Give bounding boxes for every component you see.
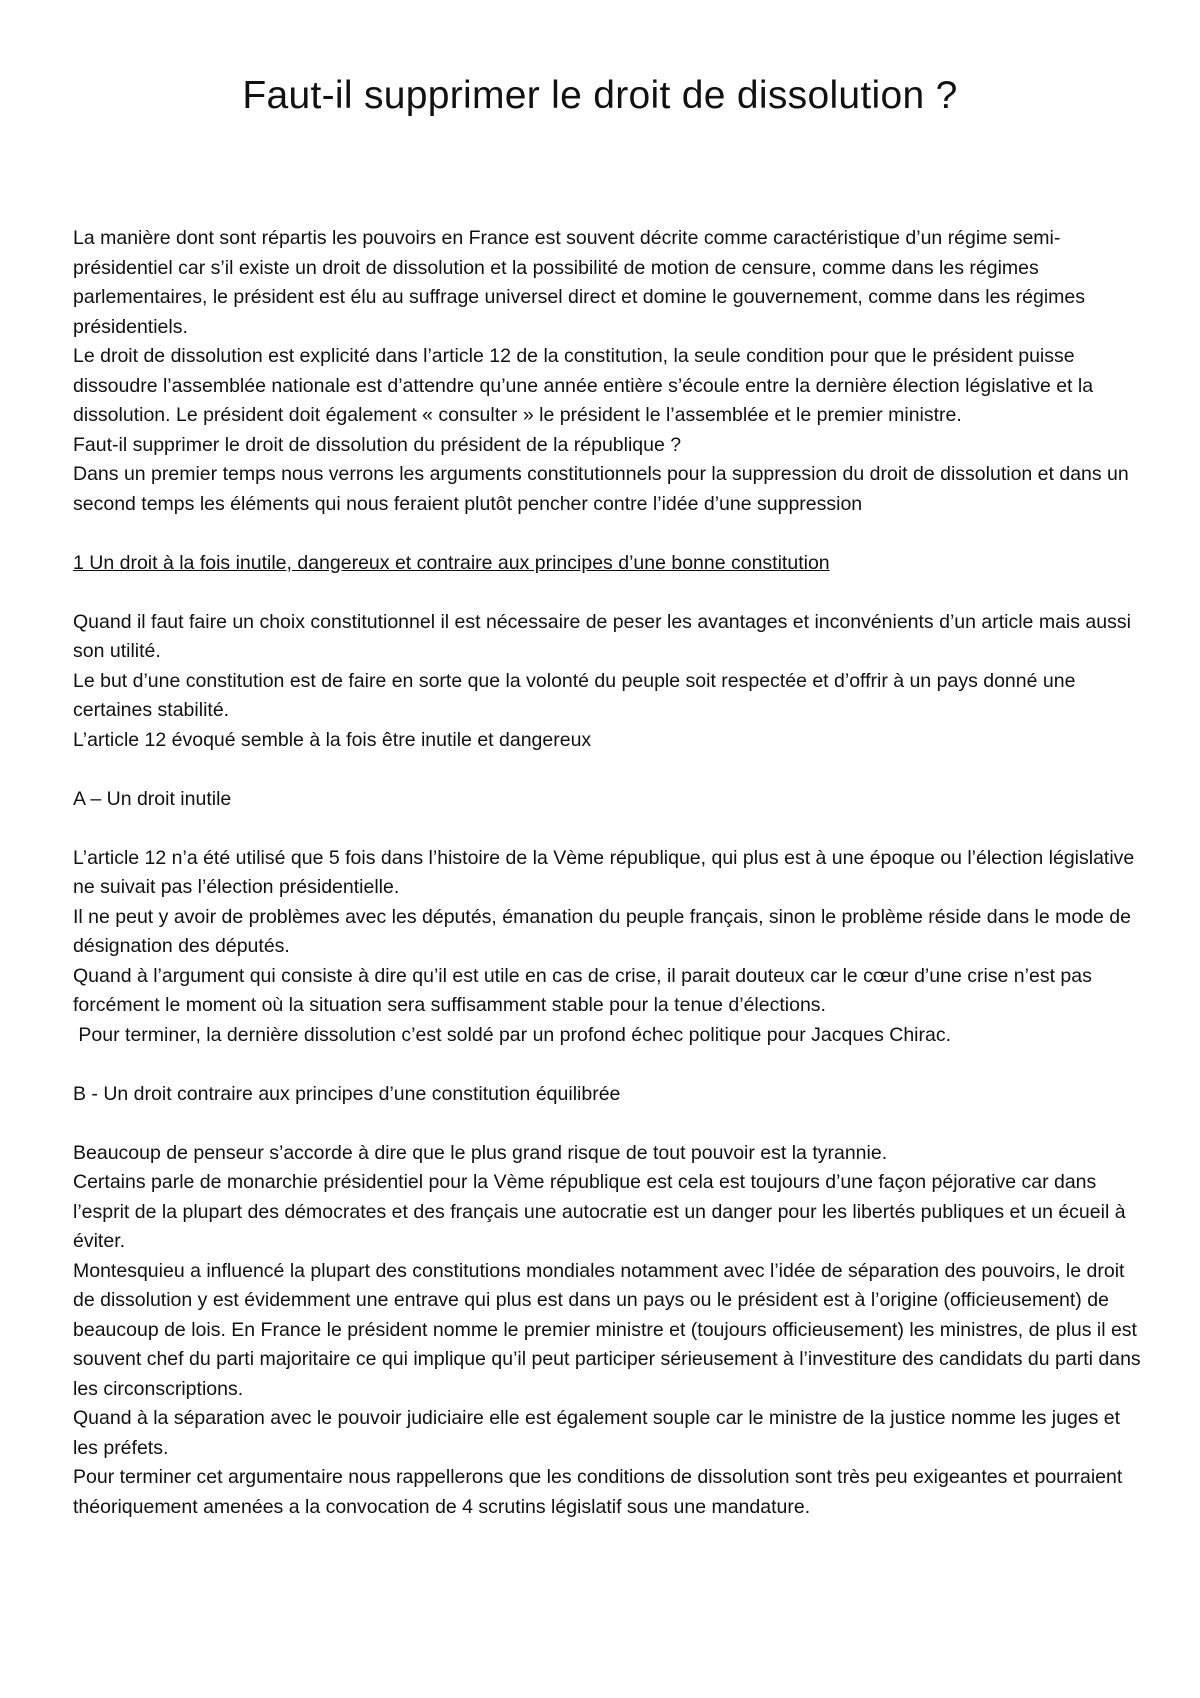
section-a-paragraph: Quand à l’argument qui consiste à dire qu’il est utile en cas de crise, il parait douteux car le cœur d’une crise n’est pas forcément le moment où la situation sera suffisamment stable pour la tenue d’élections. bbox=[73, 964, 1092, 1016]
intro-paragraph: Dans un premier temps nous verrons les arguments constitutionnels pour la suppression du droit de dissolution et dans un second temps les éléments qui nous feraient plutôt pencher contre l’idée d’une suppression bbox=[73, 463, 1129, 515]
intro-paragraph: La manière dont sont répartis les pouvoirs en France est souvent décrite comme caractéristique d’un régime semi-présidentiel car s’il existe un droit de dissolution et la possibilité de motion de censure, comme dans les régimes parlementaires, le président est élu au suffrage universel direct et domine le gouvernement, comme dans les régimes présidentiels. bbox=[73, 227, 1086, 338]
intro-paragraph: Faut-il supprimer le droit de dissolution du président de la république ? bbox=[73, 433, 682, 456]
section-a-paragraph: Il ne peut y avoir de problèmes avec les députés, émanation du peuple français, sinon le problème réside dans le mode de désignation des députés. bbox=[73, 905, 1131, 957]
section-a-paragraph: Pour terminer, la dernière dissolution c’est soldé par un profond échec politique pour Jacques Chirac. bbox=[73, 1023, 951, 1046]
section-b-paragraph: Beaucoup de penseur s’accorde à dire que le plus grand risque de tout pouvoir est la tyrannie. bbox=[73, 1141, 888, 1164]
part1-paragraph: Quand il faut faire un choix constitutionnel il est nécessaire de peser les avantages et inconvénients d’un article mais aussi son utilité. bbox=[73, 610, 1131, 662]
part1-paragraph: Le but d’une constitution est de faire en sorte que la volonté du peuple soit respectée et d’offrir à un pays donné une certaines stabilité. bbox=[73, 669, 1076, 721]
section-b-paragraph: Certains parle de monarchie présidentiel pour la Vème république est cela est toujours d’une façon péjorative car dans l’esprit de la plupart des démocrates et des français une autocratie est un danger pour les libertés publiques et un écueil à éviter. bbox=[73, 1171, 1126, 1252]
section-b-paragraph: Montesquieu a influencé la plupart des constitutions mondiales notamment avec l’idée de séparation des pouvoirs, le droit de dissolution y est évidemment une entrave qui plus est dans un pays ou le président est à l’origine (officieusement) de beaucoup de lois. En France le président nomme le premier ministre et (toujours officieusement) les ministres, de plus il est souvent chef du parti majoritaire ce qui implique qu’il peut participer sérieusement à l’investiture des candidats du parti dans les circonscriptions. bbox=[73, 1259, 1141, 1400]
part1-paragraph: L’article 12 évoqué semble à la fois être inutile et dangereux bbox=[73, 728, 592, 751]
spacer bbox=[73, 1050, 1141, 1080]
document-body bbox=[73, 224, 1141, 1522]
section-b-heading: B - Un droit contraire aux principes d’une constitution équilibrée bbox=[73, 1082, 621, 1105]
spacer bbox=[73, 755, 1141, 785]
section-b-paragraph: Pour terminer cet argumentaire nous rappellerons que les conditions de dissolution sont très peu exigeantes et pourraient théoriquement amenées a la convocation de 4 scrutins législatif sous une mandature. bbox=[73, 1466, 1123, 1518]
spacer bbox=[73, 814, 1141, 844]
section-a-paragraph: L’article 12 n’a été utilisé que 5 fois dans l’histoire de la Vème république, qui plus est à une époque ou l’élection législative ne suivait pas l’élection présidentielle. bbox=[73, 846, 1135, 898]
spacer bbox=[73, 519, 1141, 549]
spacer bbox=[73, 578, 1141, 608]
part1-heading: 1 Un droit à la fois inutile, dangereux et contraire aux principes d’une bonne constitution bbox=[73, 551, 830, 574]
intro-paragraph: Le droit de dissolution est explicité dans l’article 12 de la constitution, la seule condition pour que le président puisse dissoudre l’assemblée nationale est d’attendre qu’une année entière s’écoule entre la dernière élection législative et la dissolution. Le président doit également « consulter » le président le l’assemblée et le premier ministre. bbox=[73, 345, 1094, 426]
document-title: Faut-il supprimer le droit de dissolution ? bbox=[242, 74, 958, 117]
spacer bbox=[73, 1109, 1141, 1139]
section-b-paragraph: Quand à la séparation avec le pouvoir judiciaire elle est également souple car le ministre de la justice nomme les juges et les préfets. bbox=[73, 1407, 1121, 1459]
section-a-heading: A – Un droit inutile bbox=[73, 787, 232, 810]
